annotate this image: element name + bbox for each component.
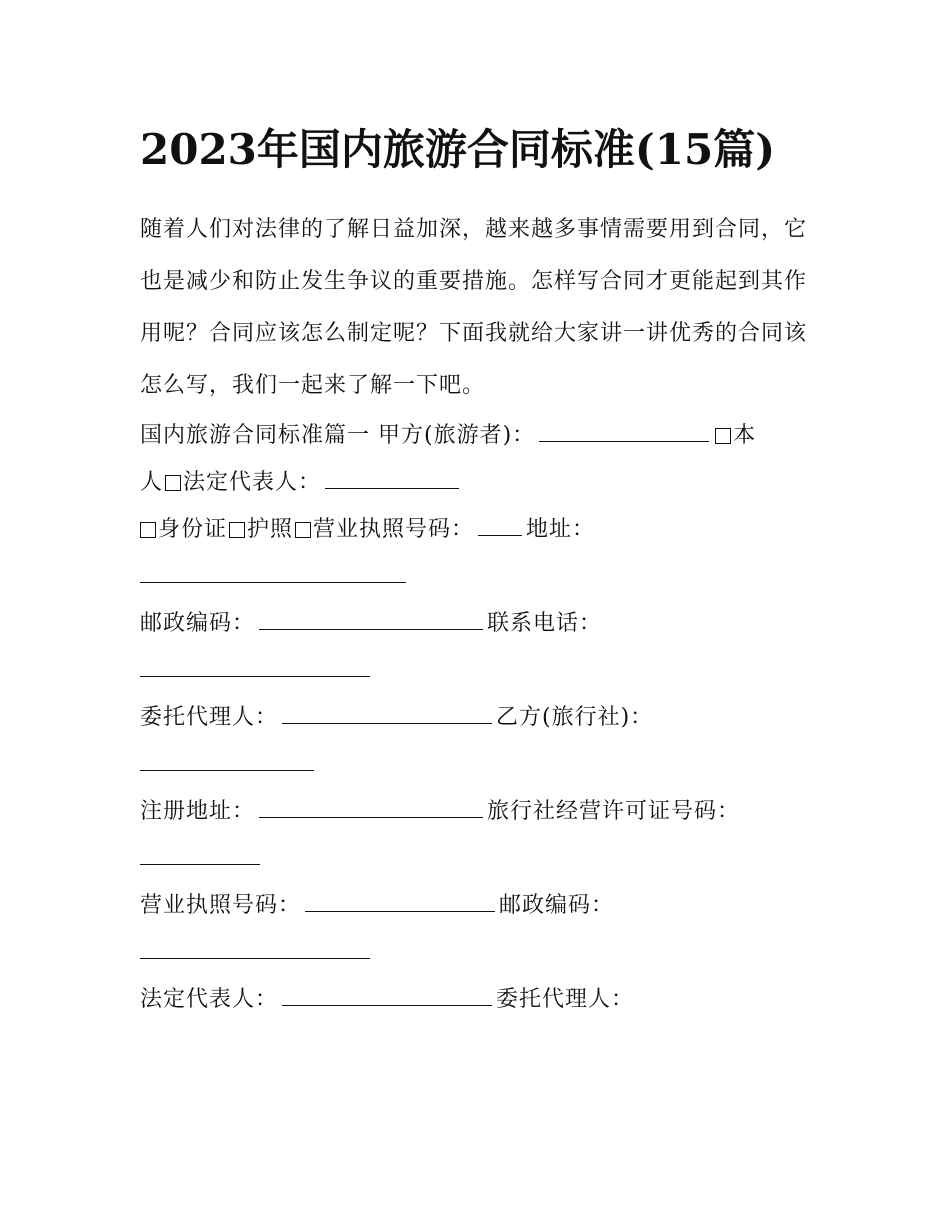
self-checkbox[interactable] (715, 428, 731, 444)
agent-label-2: 委托代理人： (496, 987, 635, 1012)
phone-label: 联系电话： (487, 611, 603, 636)
id-card-checkbox[interactable] (140, 522, 156, 538)
legal-rep-checkbox-line (140, 459, 820, 506)
party-a-heading: 国内旅游合同标准篇一 甲方(旅游者)： (140, 423, 536, 448)
party-a-line (140, 412, 820, 459)
passport-label: 护照 (247, 517, 294, 542)
self-checkbox-label-cont: 人 (140, 470, 164, 495)
party-b-blank[interactable] (140, 769, 314, 771)
self-checkbox-label: 本 (733, 423, 757, 448)
id-number-blank[interactable] (478, 534, 522, 536)
license-no-blank[interactable] (140, 863, 260, 865)
postal-code-label: 邮政编码： (140, 611, 256, 636)
agent-party-b-line (140, 694, 820, 741)
address-label: 地址： (526, 517, 596, 542)
passport-checkbox[interactable] (229, 522, 245, 538)
intro-paragraph: 随着人们对法律的了解日益加深，越来越多事情需要用到合同，它也是减少和防止发生争议的重要措施。怎样写合同才更能起到其作用呢？合同应该怎么制定呢？下面我就给大家讲一讲优秀的合同该怎么写，我们一起来了解一下吧。 (140, 217, 808, 398)
business-license-blank[interactable] (305, 910, 495, 912)
business-license-checkbox[interactable] (295, 522, 311, 538)
postal-code-2-blank-line (140, 929, 820, 976)
postal-code-blank[interactable] (259, 628, 483, 630)
legal-rep-blank-2[interactable] (282, 1004, 492, 1006)
registered-address-label: 注册地址： (140, 799, 256, 824)
address-line (140, 553, 820, 600)
legal-rep-agent-line (140, 976, 820, 1023)
postal-code-label-2: 邮政编码： (499, 893, 615, 918)
document-page (140, 112, 820, 1023)
agent-blank[interactable] (282, 722, 492, 724)
registered-address-blank[interactable] (259, 816, 483, 818)
document-title: 2023年国内旅游合同标准(15篇) (140, 125, 776, 174)
phone-blank[interactable] (140, 675, 370, 677)
id-card-label: 身份证 (158, 517, 228, 542)
legal-rep-blank[interactable] (325, 487, 459, 489)
license-no-label: 旅行社经营许可证号码： (487, 799, 741, 824)
party-b-label: 乙方(旅行社)： (496, 705, 654, 730)
business-license-line (140, 882, 820, 929)
legal-rep-label: 法定代表人： (140, 987, 279, 1012)
postal-code-2-blank[interactable] (140, 957, 370, 959)
postal-phone-line (140, 600, 820, 647)
legal-rep-checkbox[interactable] (165, 475, 181, 491)
registered-address-line (140, 788, 820, 835)
legal-rep-checkbox-label: 法定代表人： (183, 470, 322, 495)
address-blank[interactable] (140, 581, 406, 583)
business-license-label: 营业执照号码： (313, 517, 475, 542)
agent-label: 委托代理人： (140, 705, 279, 730)
party-b-blank-line (140, 741, 820, 788)
party-a-name-blank[interactable] (539, 440, 709, 442)
license-no-blank-line (140, 835, 820, 882)
phone-blank-line (140, 647, 820, 694)
id-type-line (140, 506, 820, 553)
business-license-number-label: 营业执照号码： (140, 893, 302, 918)
